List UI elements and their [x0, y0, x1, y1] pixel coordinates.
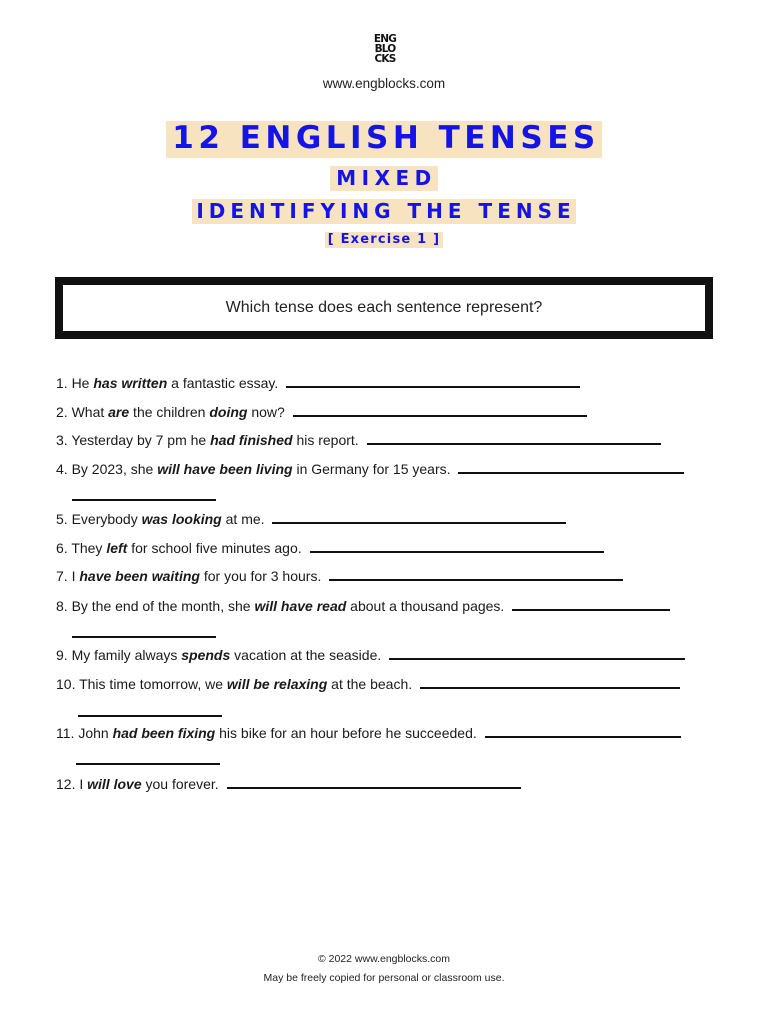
logo-line-1: ENG [373, 33, 397, 45]
answer-line-11-continued[interactable] [76, 763, 220, 765]
subtitle-identifying: IDENTIFYING THE TENSE [192, 199, 575, 224]
q9-pre: 9. My family always [56, 647, 182, 663]
q1-post: a fantastic essay. [167, 375, 279, 391]
question-6 [56, 539, 604, 557]
logo-line-2: BLO [374, 43, 396, 55]
question-1 [56, 374, 580, 392]
q3-verb: had finished [210, 432, 293, 448]
q6-pre: 6. They [56, 540, 107, 556]
q2-pre: 2. What [56, 404, 109, 420]
q5-post: at me. [221, 511, 265, 527]
q1-pre: 1. He [56, 375, 94, 391]
subtitle-identifying-block [0, 199, 768, 224]
answer-line-3[interactable] [367, 431, 661, 445]
question-11 [56, 724, 681, 742]
subtitle-mixed-block [0, 166, 768, 191]
q6-verb: left [106, 540, 128, 556]
q3-pre: 3. Yesterday by 7 pm he [56, 432, 211, 448]
answer-line-4-continued[interactable] [72, 499, 216, 501]
q5-verb: was looking [141, 511, 222, 527]
question-10 [56, 675, 680, 693]
instruction-text: Which tense does each sentence represent? [225, 299, 543, 316]
question-7 [56, 567, 623, 585]
answer-line-8-continued[interactable] [72, 636, 216, 638]
q8-pre: 8. By the end of the month, she [56, 598, 255, 614]
q7-post: for you for 3 hours. [199, 568, 322, 584]
q11-verb: had been fixing [112, 725, 216, 741]
q2-verb: are [108, 404, 130, 420]
answer-line-2[interactable] [293, 403, 587, 417]
logo-line-3: CKS [374, 53, 396, 65]
answer-line-12[interactable] [227, 775, 521, 789]
engblocks-logo [369, 34, 401, 64]
q9-verb: spends [181, 647, 231, 663]
question-9 [56, 646, 685, 664]
q12-post: you forever. [141, 776, 219, 792]
q1-verb: has written [93, 375, 168, 391]
answer-line-5[interactable] [272, 510, 566, 524]
main-title-block [0, 121, 768, 158]
answer-line-1[interactable] [286, 374, 580, 388]
q9-post: vacation at the seaside. [230, 647, 382, 663]
q11-post: his bike for an hour before he succeeded. [215, 725, 477, 741]
answer-line-11[interactable] [485, 724, 681, 738]
q8-post: about a thousand pages. [346, 598, 505, 614]
answer-line-6[interactable] [310, 539, 604, 553]
question-4 [56, 460, 684, 478]
q4-post: in Germany for 15 years. [292, 461, 451, 477]
q10-pre: 10. This time tomorrow, we [56, 676, 227, 692]
question-12 [56, 775, 521, 793]
question-8 [56, 597, 670, 615]
q10-verb: will be relaxing [226, 676, 328, 692]
q3-post: his report. [292, 432, 359, 448]
q2-post: now? [247, 404, 285, 420]
q12-pre: 12. I [56, 776, 88, 792]
q12-verb: will love [87, 776, 142, 792]
q7-pre: 7. I [56, 568, 80, 584]
subtitle-mixed: MIXED [330, 166, 438, 191]
question-3 [56, 431, 661, 449]
main-title: 12 ENGLISH TENSES [166, 121, 601, 158]
exercise-label: [ Exercise 1 ] [325, 232, 444, 248]
q4-pre: 4. By 2023, she [56, 461, 158, 477]
answer-line-9[interactable] [389, 646, 685, 660]
site-url: www.engblocks.com [322, 76, 446, 91]
q2-verb2: doing [209, 404, 248, 420]
instruction-box [55, 277, 713, 339]
answer-line-10-continued[interactable] [78, 715, 222, 717]
q8-verb: will have read [254, 598, 347, 614]
q6-post: for school five minutes ago. [127, 540, 302, 556]
q5-pre: 5. Everybody [56, 511, 142, 527]
answer-line-8[interactable] [512, 597, 670, 611]
answer-line-10[interactable] [420, 675, 680, 689]
q10-post: at the beach. [327, 676, 413, 692]
q7-verb: have been waiting [79, 568, 200, 584]
question-2 [56, 403, 587, 421]
exercise-label-block [0, 230, 768, 248]
q2-mid: the children [129, 404, 210, 420]
answer-line-4[interactable] [458, 460, 684, 474]
answer-line-7[interactable] [329, 567, 623, 581]
footer-copyright: © 2022 www.engblocks.com [317, 953, 451, 965]
question-5 [56, 510, 566, 528]
q4-verb: will have been living [157, 461, 293, 477]
footer-license: May be freely copied for personal or classroom use. [263, 972, 505, 984]
q11-pre: 11. John [56, 725, 113, 741]
